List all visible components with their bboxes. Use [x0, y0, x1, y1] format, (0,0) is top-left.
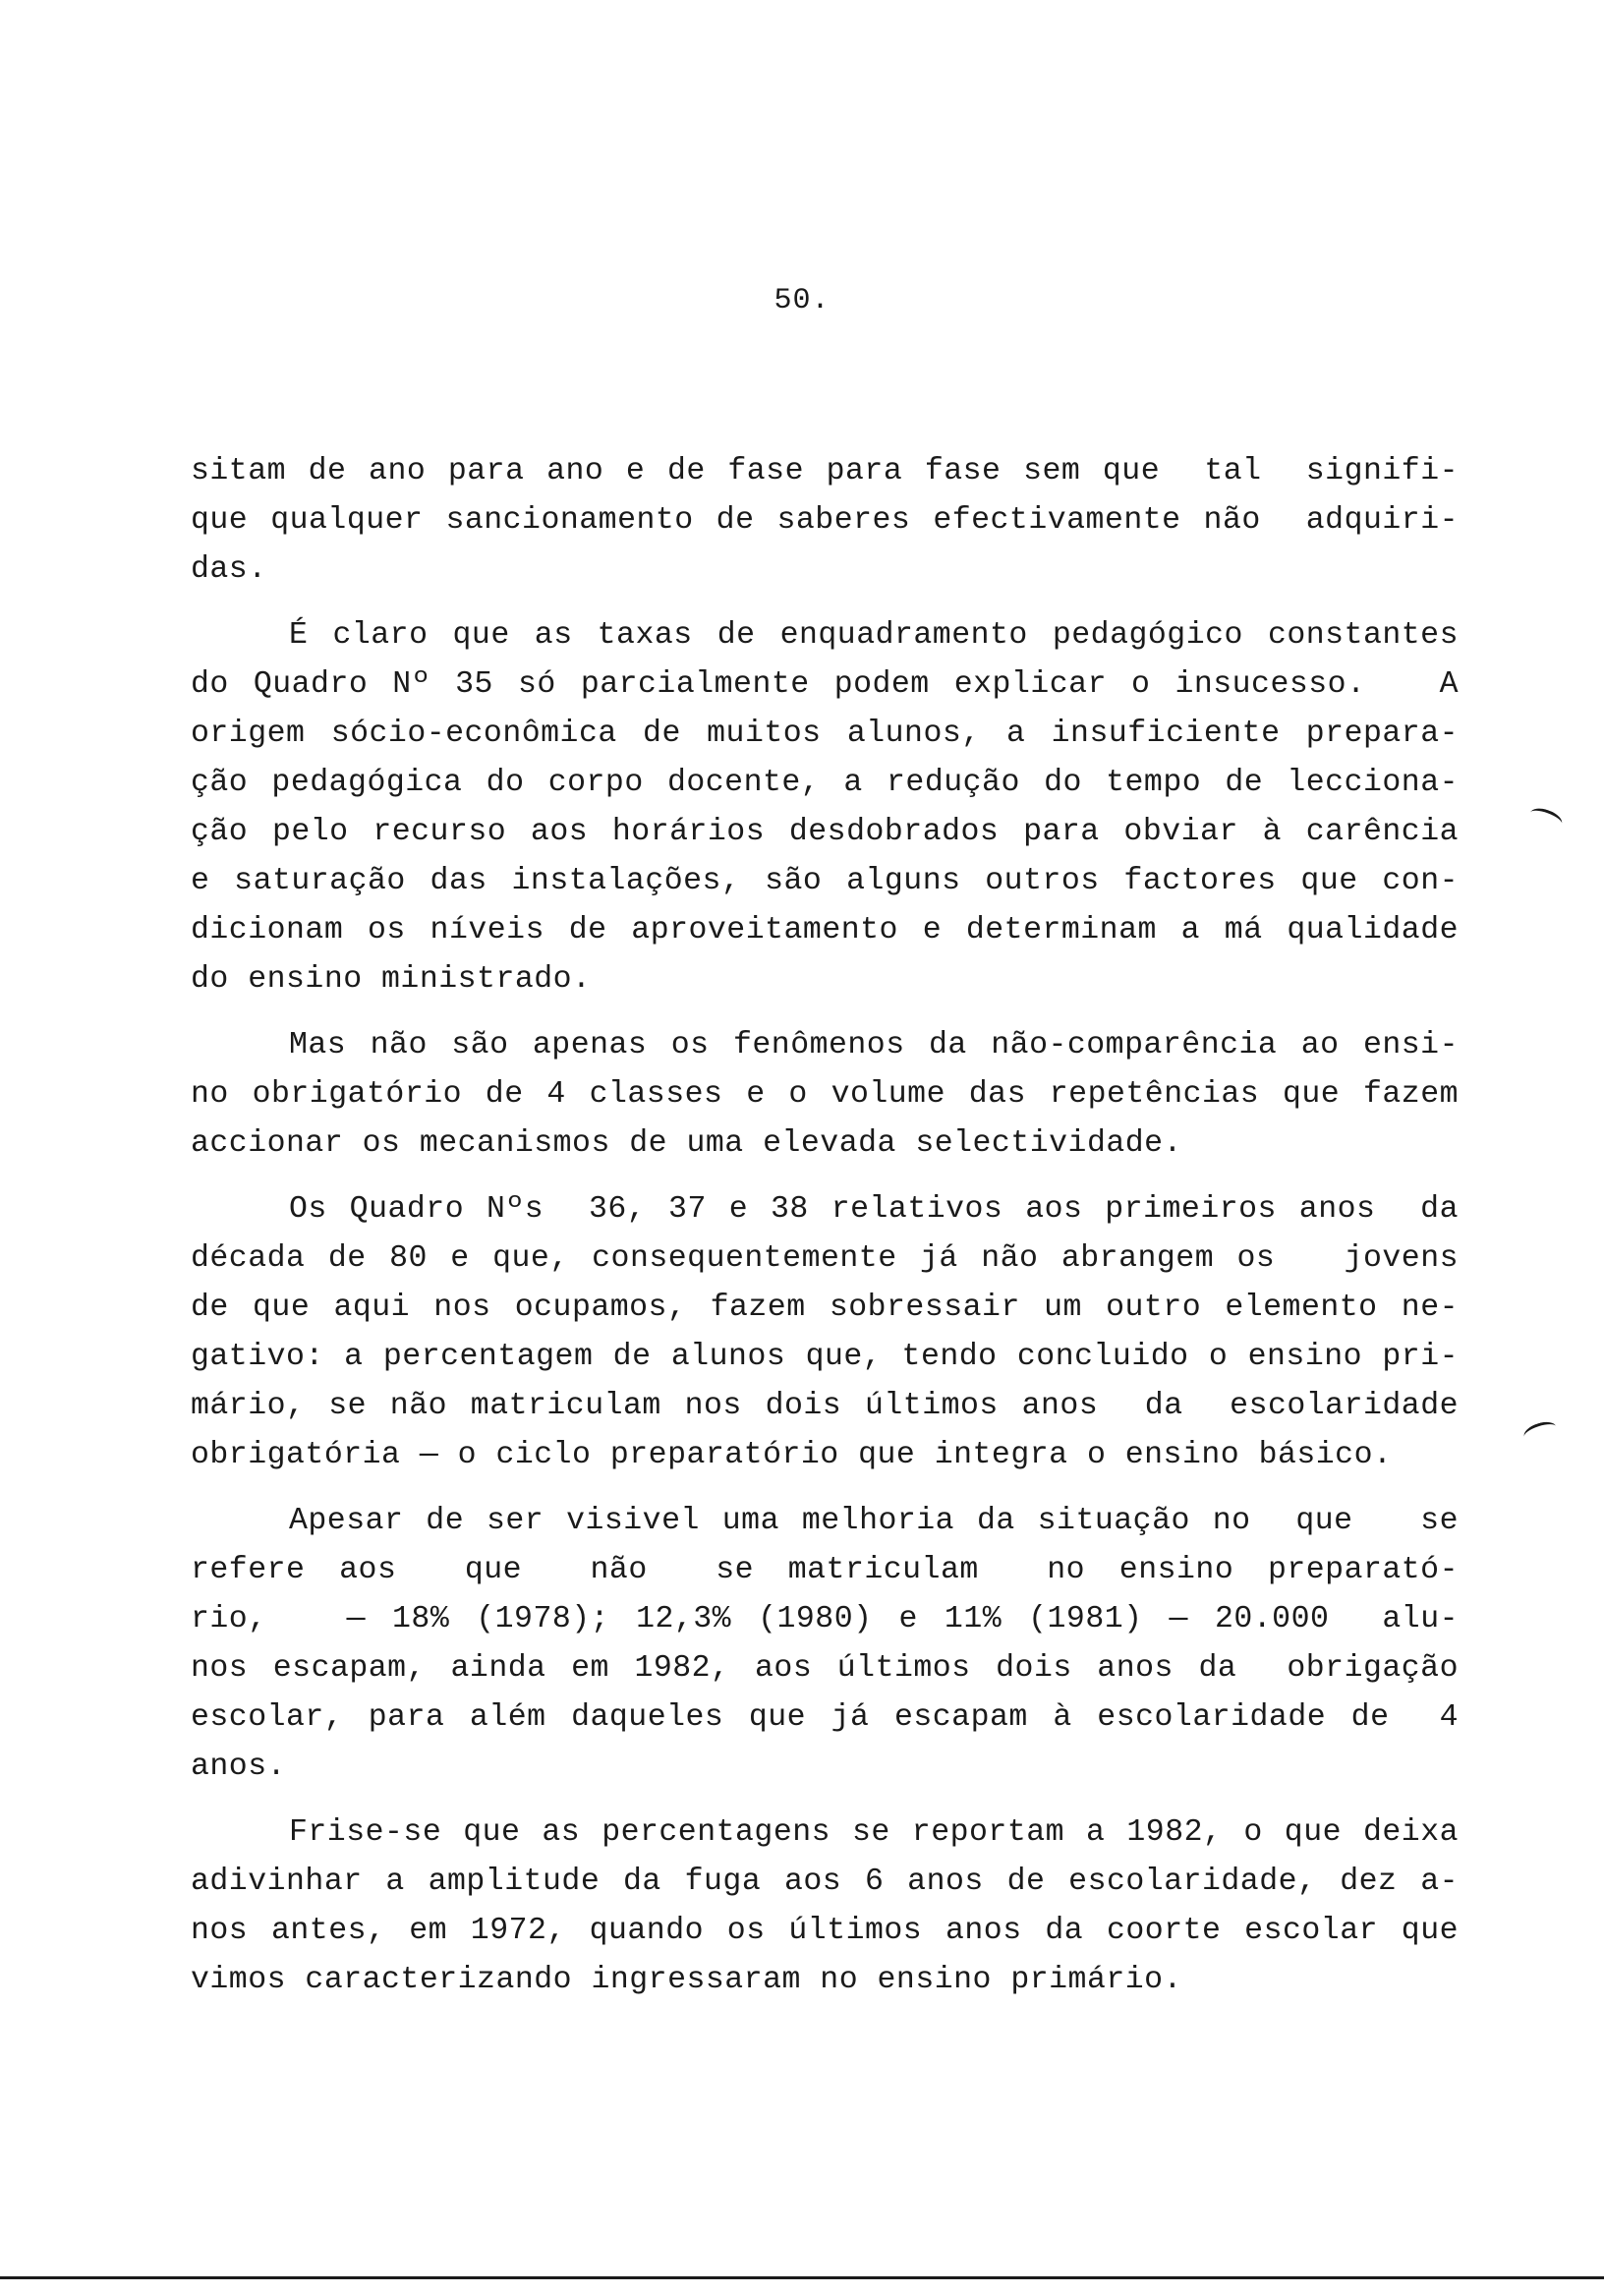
text-line: anos.	[191, 1750, 287, 1784]
text-line: obrigatória — o ciclo preparatório que integra o ensino básico.	[191, 1438, 1393, 1472]
text-line: dicionam os níveis de aproveitamento e determinam a má qualidade	[191, 913, 1459, 947]
text-line: que qualquer sancionamento de saberes efectivamente não adquiri-	[191, 503, 1459, 538]
paragraph-1	[191, 447, 1459, 595]
text-line: vimos caracterizando ingressaram no ensino primário.	[191, 1963, 1182, 1997]
paragraph-5	[191, 1497, 1459, 1792]
text-line: no obrigatório de 4 classes e o volume das repetências que fazem	[191, 1077, 1459, 1112]
text-line: refere aos que não se matriculam no ensino preparató-	[191, 1553, 1459, 1587]
paragraph-2	[191, 611, 1459, 1004]
text-line: Mas não são apenas os fenômenos da não-comparência ao ensi-	[289, 1028, 1459, 1062]
text-line: accionar os mecanismos de uma elevada selectividade.	[191, 1126, 1182, 1161]
text-line: nos escapam, ainda em 1982, aos últimos dois anos da obrigação	[191, 1651, 1459, 1686]
paragraph-3	[191, 1021, 1459, 1169]
text-line: mário, se não matriculam nos dois últimos anos da escolaridade	[191, 1389, 1459, 1423]
page-bottom-rule	[0, 2276, 1604, 2279]
text-line: ção pelo recurso aos horários desdobrados para obviar à carência	[191, 815, 1459, 849]
text-line: ção pedagógica do corpo docente, a redução do tempo de lecciona-	[191, 766, 1459, 800]
text-line: nos antes, em 1972, quando os últimos anos da coorte escolar que	[191, 1914, 1459, 1948]
text-line: do Quadro Nº 35 só parcialmente podem explicar o insucesso. A	[191, 667, 1459, 702]
text-line: das.	[191, 552, 267, 587]
text-line: e saturação das instalações, são alguns outros factores que con-	[191, 864, 1459, 898]
text-line: gativo: a percentagem de alunos que, tendo concluido o ensino pri-	[191, 1340, 1459, 1374]
paragraph-6	[191, 1808, 1459, 2005]
text-line: É claro que as taxas de enquadramento pedagógico constantes	[289, 618, 1459, 653]
text-line: escolar, para além daqueles que já escapam à escolaridade de 4	[191, 1700, 1459, 1735]
text-line: adivinhar a amplitude da fuga aos 6 anos de escolaridade, dez a-	[191, 1865, 1459, 1899]
text-line: Os Quadro Nºs 36, 37 e 38 relativos aos primeiros anos da	[289, 1192, 1459, 1227]
text-line: do ensino ministrado.	[191, 962, 592, 997]
page-number: 50.	[773, 284, 831, 317]
text-line: Apesar de ser visivel uma melhoria da situação no que se	[289, 1504, 1459, 1538]
margin-tick-mark	[1527, 805, 1565, 832]
paragraph-4	[191, 1185, 1459, 1480]
text-line: de que aqui nos ocupamos, fazem sobressair um outro elemento ne-	[191, 1291, 1459, 1325]
text-line: origem sócio-econômica de muitos alunos, a insuficiente prepara-	[191, 717, 1459, 751]
text-line: década de 80 e que, consequentemente já não abrangem os jovens	[191, 1241, 1459, 1276]
text-line: Frise-se que as percentagens se reportam a 1982, o que deixa	[289, 1815, 1459, 1850]
margin-tick-mark	[1521, 1418, 1559, 1445]
text-line: sitam de ano para ano e de fase para fase sem que tal signifi-	[191, 454, 1459, 488]
body-text	[191, 447, 1459, 2022]
text-line: rio, — 18% (1978); 12,3% (1980) e 11% (1981) — 20.000 alu-	[191, 1602, 1459, 1636]
